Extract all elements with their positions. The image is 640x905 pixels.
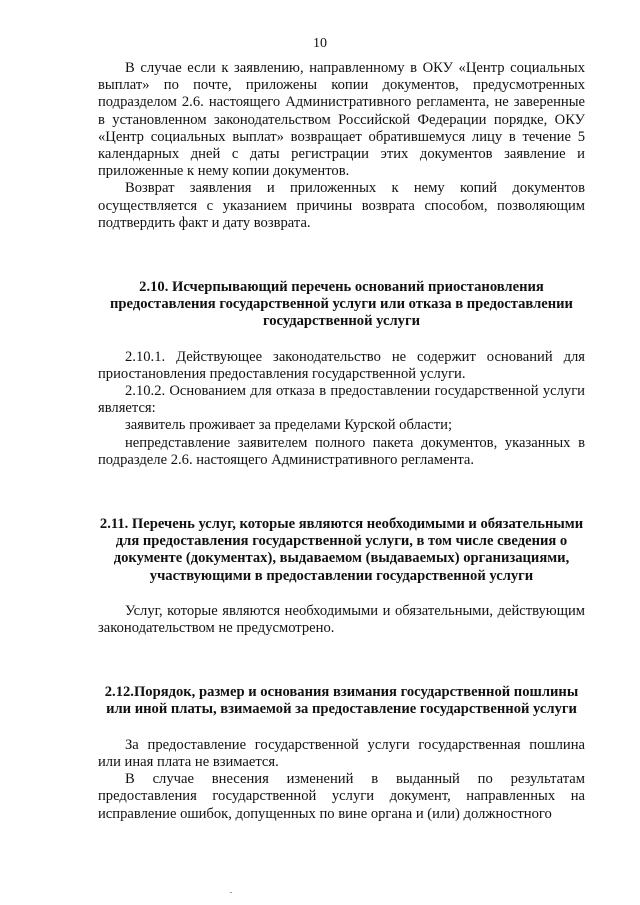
page-number: 10 [313,36,327,51]
refusal-ground-residence: заявитель проживает за пределами Курской области; [125,417,452,434]
paragraph-2-10-1: 2.10.1. Действующее законодательство не содержит оснований для приостановления предоставления государственной услуги. [98,348,585,382]
paragraph-return-by-mail: В случае если к заявлению, направленному в ОКУ «Центр социальных выплат» по почте, приложены копии документов, предусмотренных подразделом 2.6. настоящего Административного регламента, не заверенные в установленном законодательством Российской Федерации порядке, ОКУ «Центр социальных выплат» возвращает обратившемуся лицу в течение 5 календарных дней с даты регистрации этих документов заявление и приложенные к нему копии документов. [98,60,585,180]
paragraph-2-10-2: 2.10.2. Основанием для отказа в предоставлении государственной услуги является: [98,383,585,417]
paragraph-return-method: Возврат заявления и приложенных к нему копий документов осуществляется с указанием причины возврата способом, позволяющим подтвердить факт и дату возврата. [98,180,585,231]
section-heading-2-12: 2.12.Порядок, размер и основания взимания государственной пошлины или иной платы, взимаемой за предоставление государственной услуги [104,684,579,718]
paragraph-2-12-fee: За предоставление государственной услуги государственная пошлина или иная плата не взимается. [98,736,585,770]
section-heading-2-10: 2.10. Исчерпывающий перечень оснований приостановления предоставления государственной услуги или отказа в предоставлении государственной услуги [110,279,573,330]
paragraph-2-12-corrections: В случае внесения изменений в выданный по результатам предоставления государственной услуги документ, направленных на исправление ошибок, допущенных по вине органа и (или) должностного [98,771,585,822]
section-heading-2-11: 2.11. Перечень услуг, которые являются необходимыми и обязательными для предоставления государственной услуги, в том числе сведения о документе (документах), выдаваемом (выдаваемых) организациями, участвующими в предоставлении государственной услуги [99,516,584,584]
scan-speck [230,892,232,893]
paragraph-2-11: Услуг, которые являются необходимыми и обязательными, действующим законодательством не предусмотрено. [98,602,585,637]
refusal-ground-documents: непредставление заявителем полного пакета документов, указанных в подразделе 2.6. настоящего Административного регламента. [98,434,585,468]
page-content [98,60,585,823]
